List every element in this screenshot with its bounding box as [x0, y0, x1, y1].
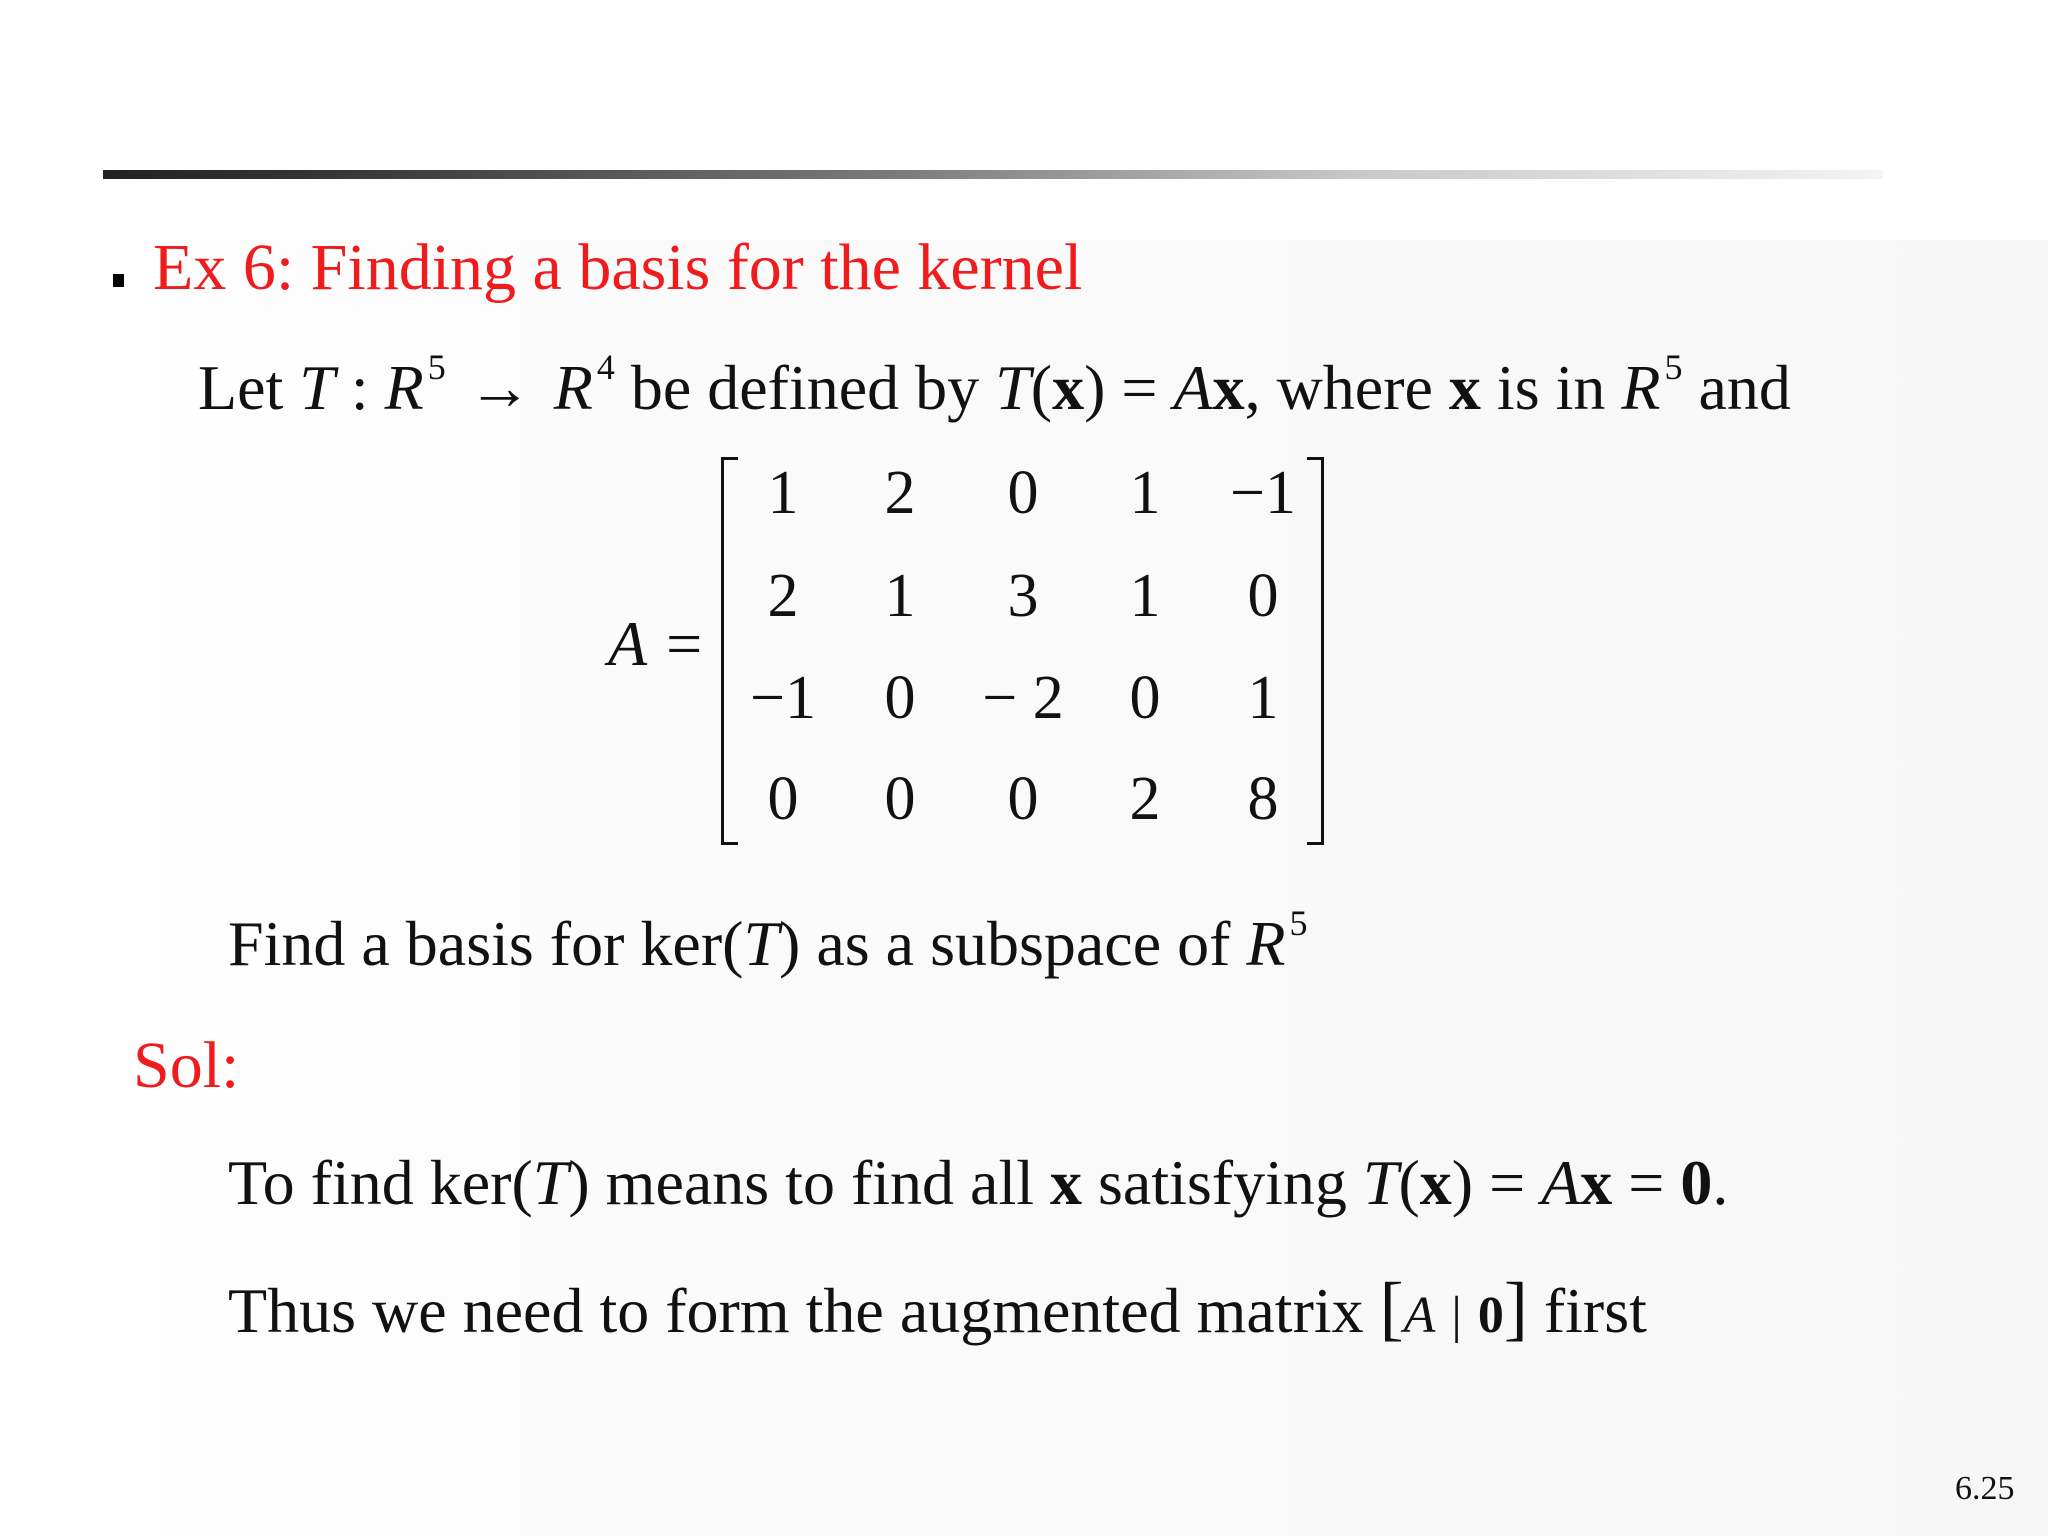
matrix-cell: 1: [884, 562, 916, 630]
matrix-cell: 0: [767, 765, 799, 833]
matrix-cell: −1: [750, 664, 816, 732]
matrix-cell: 2: [1129, 765, 1161, 833]
matrix-cell: 0: [884, 765, 916, 833]
arrow-icon: →: [467, 352, 532, 423]
page-number: 6.25: [1955, 1470, 2015, 1507]
matrix-cell: 0: [1247, 562, 1279, 630]
matrix-label: A =: [608, 608, 706, 679]
matrix-cell: 1: [1129, 562, 1161, 630]
matrix-cell: 0: [1129, 664, 1161, 732]
matrix-cell: 0: [884, 664, 916, 732]
matrix-cell: − 2: [982, 664, 1064, 732]
matrix-cell: 2: [767, 562, 799, 630]
slide-title: Ex 6: Finding a basis for the kernel: [153, 231, 1083, 304]
solution-line-1: To find ker(T) means to find all x satisfying T(x) = Ax = 0.: [228, 1147, 1729, 1218]
bullet-icon: [113, 274, 124, 287]
solution-label: Sol:: [133, 1029, 240, 1102]
matrix-cell: 2: [884, 459, 916, 527]
title-divider: [103, 170, 1883, 179]
matrix-cell: 1: [1247, 664, 1279, 732]
matrix-cell: −1: [1230, 459, 1296, 527]
matrix-cell: 1: [767, 459, 799, 527]
matrix-cell: 0: [1007, 765, 1039, 833]
find-basis-text: Find a basis for ker(T) as a subspace of R $^5$: [228, 903, 1308, 979]
matrix-cell: 0: [1007, 459, 1039, 527]
problem-statement: Let T : R $^5$ → R $^4$ be defined by T(x) = Ax, where x is in R $^5$ and: [198, 350, 1791, 427]
matrix-cell: 3: [1007, 562, 1039, 630]
matrix-cell: 1: [1129, 459, 1161, 527]
solution-line-2: Thus we need to form the augmented matrix [A | 0] first: [228, 1268, 1647, 1348]
matrix-cell: 8: [1247, 765, 1279, 833]
